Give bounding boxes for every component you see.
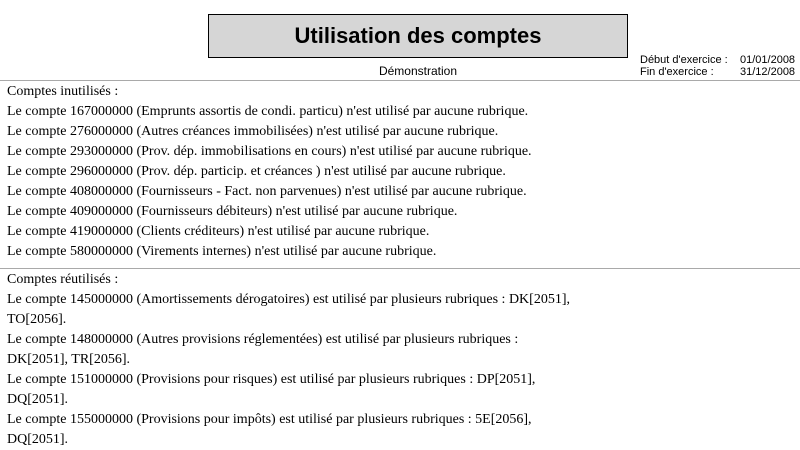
reused-account-line: Le compte 155000000 (Provisions pour impôts) est utilisé par plusieurs rubriques : 5E[2056], — [7, 412, 532, 427]
start-date-value: 01/01/2008 — [740, 54, 796, 66]
reused-account-line: DK[2051], TR[2056]. — [7, 352, 131, 367]
reused-account-line: DQ[2051]. — [7, 432, 69, 447]
reused-account-line: Le compte 151000000 (Provisions pour risques) est utilisé par plusieurs rubriques : DP[2051], — [7, 372, 536, 387]
reused-account-line: Le compte 145000000 (Amortissements dérogatoires) est utilisé par plusieurs rubriques : DK[2051], — [7, 292, 570, 307]
reused-accounts-section — [7, 270, 797, 450]
reused-account-line: Le compte 148000000 (Autres provisions réglementées) est utilisé par plusieurs rubriques : — [7, 332, 519, 347]
end-date-value: 31/12/2008 — [740, 66, 796, 78]
report-title: Utilisation des comptes — [208, 14, 628, 58]
unused-account-line: Le compte 276000000 (Autres créances immobilisées) n'est utilisé par aucune rubrique. — [7, 124, 499, 139]
report-subtitle: Démonstration — [378, 64, 458, 78]
end-date-label: Fin d'exercice : — [640, 66, 714, 78]
reused-account-line: DQ[2051]. — [7, 392, 69, 407]
unused-account-line: Le compte 580000000 (Virements internes) n'est utilisé par aucune rubrique. — [7, 244, 437, 259]
reused-accounts-heading: Comptes réutilisés : — [7, 272, 119, 287]
unused-account-line: Le compte 293000000 (Prov. dép. immobilisations en cours) n'est utilisé par aucune rubrique. — [7, 144, 532, 159]
unused-account-line: Le compte 408000000 (Fournisseurs - Fact. non parvenues) n'est utilisé par aucune rubrique. — [7, 184, 527, 199]
unused-account-line: Le compte 419000000 (Clients créditeurs) n'est utilisé par aucune rubrique. — [7, 224, 430, 239]
divider — [0, 268, 800, 269]
unused-account-line: Le compte 296000000 (Prov. dép. particip. et créances ) n'est utilisé par aucune rubrique. — [7, 164, 506, 179]
reused-account-line: TO[2056]. — [7, 312, 67, 327]
unused-accounts-section — [7, 82, 797, 262]
divider — [0, 80, 800, 81]
unused-account-line: Le compte 167000000 (Emprunts assortis de condi. particu) n'est utilisé par aucune rubrique. — [7, 104, 529, 119]
start-date-label: Début d'exercice : — [640, 54, 728, 66]
unused-accounts-heading: Comptes inutilisés : — [7, 84, 119, 99]
unused-account-line: Le compte 409000000 (Fournisseurs débiteurs) n'est utilisé par aucune rubrique. — [7, 204, 458, 219]
